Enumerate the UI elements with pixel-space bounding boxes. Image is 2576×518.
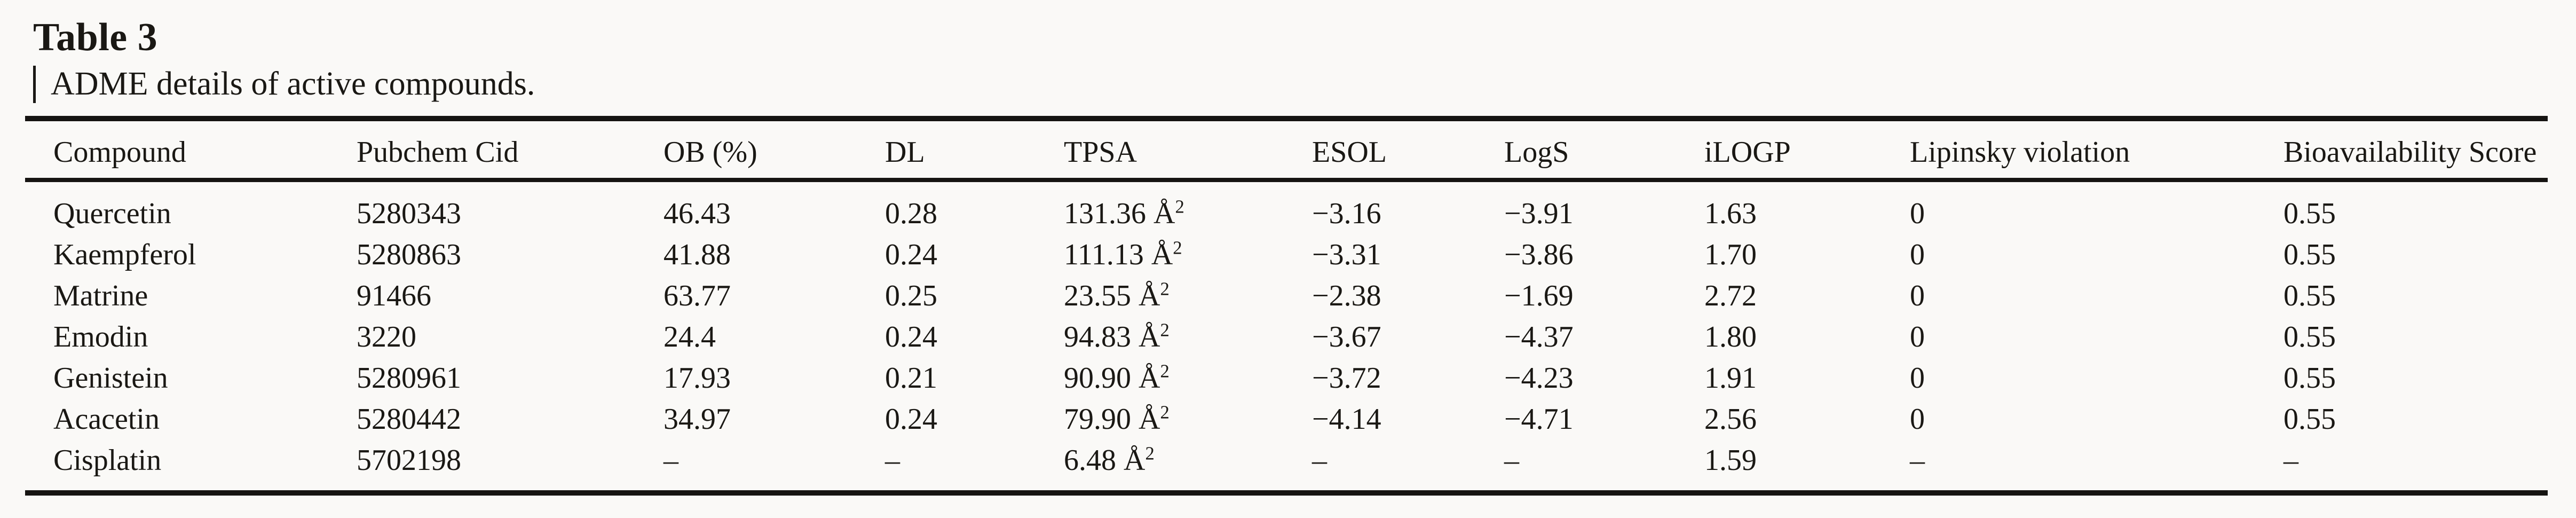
adme-table xyxy=(25,116,2548,496)
cell-compound: Quercetin xyxy=(53,197,171,230)
cell-esol: −2.38 xyxy=(1312,279,1381,312)
cell-compound: Genistein xyxy=(53,361,168,395)
cell-ilogp: 1.80 xyxy=(1704,320,1757,354)
column-header-ob: OB (%) xyxy=(635,119,857,180)
cell-bioavailability: 0.55 xyxy=(2283,279,2336,312)
cell-ob: 24.4 xyxy=(663,320,716,354)
column-header-tpsa: TPSA xyxy=(1036,119,1284,180)
cell-compound: Emodin xyxy=(53,320,148,354)
cell-tpsa xyxy=(1036,439,1284,493)
cell-ob: 46.43 xyxy=(663,197,731,230)
cell-pubchem-cid: 5280442 xyxy=(357,402,461,436)
tpsa-value: 94.83 Å xyxy=(1064,320,1160,354)
tpsa-superscript: 2 xyxy=(1145,442,1155,464)
cell-pubchem-cid: 91466 xyxy=(357,279,431,312)
cell-lipinsky: 0 xyxy=(1910,402,1925,436)
cell-ob: 41.88 xyxy=(663,238,731,271)
cell-esol: −4.14 xyxy=(1312,402,1381,436)
cell-ilogp: 1.59 xyxy=(1704,443,1757,477)
tpsa-superscript: 2 xyxy=(1175,195,1184,217)
cell-esol: – xyxy=(1312,443,1327,477)
cell-tpsa xyxy=(1036,357,1284,398)
cell-dl: 0.24 xyxy=(885,320,937,354)
cell-tpsa xyxy=(1036,180,1284,234)
cell-dl: 0.21 xyxy=(885,361,937,395)
cell-logs: −3.86 xyxy=(1504,238,1574,271)
cell-esol: −3.72 xyxy=(1312,361,1381,395)
caption-vertical-bar xyxy=(33,66,36,103)
cell-pubchem-cid: 5280343 xyxy=(357,197,461,230)
cell-logs: −3.91 xyxy=(1504,197,1574,230)
cell-ilogp: 1.70 xyxy=(1704,238,1757,271)
cell-logs: – xyxy=(1504,443,1519,477)
table-header-row xyxy=(25,119,2548,180)
table-caption-text: ADME details of active compounds. xyxy=(51,66,535,102)
tpsa-superscript: 2 xyxy=(1160,360,1170,381)
cell-tpsa xyxy=(1036,234,1284,275)
cell-pubchem-cid: 5280863 xyxy=(357,238,461,271)
cell-logs: −4.71 xyxy=(1504,402,1574,436)
tpsa-superscript: 2 xyxy=(1160,319,1170,340)
page-title: Table 3 xyxy=(33,15,158,59)
column-header-dl: DL xyxy=(857,119,1036,180)
cell-dl: 0.24 xyxy=(885,402,937,436)
tpsa-value: 23.55 Å xyxy=(1064,279,1160,312)
table-row-cisplatin xyxy=(25,439,2548,493)
cell-lipinsky: 0 xyxy=(1910,238,1925,271)
cell-ob: 17.93 xyxy=(663,361,731,395)
tpsa-superscript: 2 xyxy=(1160,401,1170,422)
cell-bioavailability: 0.55 xyxy=(2283,238,2336,271)
tpsa-superscript: 2 xyxy=(1160,278,1170,299)
cell-compound: Acacetin xyxy=(53,402,160,436)
tpsa-value: 79.90 Å xyxy=(1064,402,1160,436)
cell-bioavailability: – xyxy=(2283,443,2298,477)
cell-tpsa xyxy=(1036,398,1284,439)
cell-bioavailability: 0.55 xyxy=(2283,320,2336,354)
table-caption xyxy=(33,65,535,103)
table-container xyxy=(25,116,2548,496)
table-row-matrine xyxy=(25,275,2548,316)
cell-lipinsky: 0 xyxy=(1910,197,1925,230)
cell-dl: 0.28 xyxy=(885,197,937,230)
table-row-quercetin xyxy=(25,180,2548,234)
cell-ilogp: 1.63 xyxy=(1704,197,1757,230)
cell-dl: – xyxy=(885,443,900,477)
table-row-emodin xyxy=(25,316,2548,357)
cell-logs: −4.23 xyxy=(1504,361,1574,395)
cell-tpsa xyxy=(1036,316,1284,357)
cell-ob: 63.77 xyxy=(663,279,731,312)
cell-pubchem-cid: 5280961 xyxy=(357,361,461,395)
cell-bioavailability: 0.55 xyxy=(2283,361,2336,395)
cell-ilogp: 1.91 xyxy=(1704,361,1757,395)
tpsa-value: 6.48 Å xyxy=(1064,443,1145,477)
tpsa-value: 90.90 Å xyxy=(1064,361,1160,395)
column-header-pubchem-cid: Pubchem Cid xyxy=(328,119,635,180)
cell-ilogp: 2.56 xyxy=(1704,402,1757,436)
cell-pubchem-cid: 3220 xyxy=(357,320,416,354)
cell-pubchem-cid: 5702198 xyxy=(357,443,461,477)
column-header-logs: LogS xyxy=(1476,119,1676,180)
cell-bioavailability: 0.55 xyxy=(2283,402,2336,436)
cell-logs: −1.69 xyxy=(1504,279,1574,312)
column-header-compound: Compound xyxy=(25,119,328,180)
cell-compound: Kaempferol xyxy=(53,238,196,271)
cell-dl: 0.24 xyxy=(885,238,937,271)
tpsa-value: 131.36 Å xyxy=(1064,197,1175,230)
cell-ob: – xyxy=(663,443,678,477)
cell-ilogp: 2.72 xyxy=(1704,279,1757,312)
cell-lipinsky: 0 xyxy=(1910,320,1925,354)
tpsa-superscript: 2 xyxy=(1173,237,1182,258)
table-row-acacetin xyxy=(25,398,2548,439)
table-row-kaempferol xyxy=(25,234,2548,275)
cell-lipinsky: – xyxy=(1910,443,1925,477)
column-header-ilogp: iLOGP xyxy=(1676,119,1882,180)
cell-logs: −4.37 xyxy=(1504,320,1574,354)
cell-bioavailability: 0.55 xyxy=(2283,197,2336,230)
cell-esol: −3.31 xyxy=(1312,238,1381,271)
cell-ob: 34.97 xyxy=(663,402,731,436)
tpsa-value: 111.13 Å xyxy=(1064,238,1173,271)
cell-compound: Matrine xyxy=(53,279,148,312)
column-header-esol: ESOL xyxy=(1284,119,1476,180)
cell-dl: 0.25 xyxy=(885,279,937,312)
column-header-lipinsky-violation: Lipinsky violation xyxy=(1882,119,2255,180)
cell-tpsa xyxy=(1036,275,1284,316)
cell-esol: −3.16 xyxy=(1312,197,1381,230)
table-row-genistein xyxy=(25,357,2548,398)
cell-lipinsky: 0 xyxy=(1910,361,1925,395)
cell-compound: Cisplatin xyxy=(53,443,162,477)
cell-esol: −3.67 xyxy=(1312,320,1381,354)
cell-lipinsky: 0 xyxy=(1910,279,1925,312)
column-header-bioavailability-score: Bioavailability Score xyxy=(2255,119,2548,180)
